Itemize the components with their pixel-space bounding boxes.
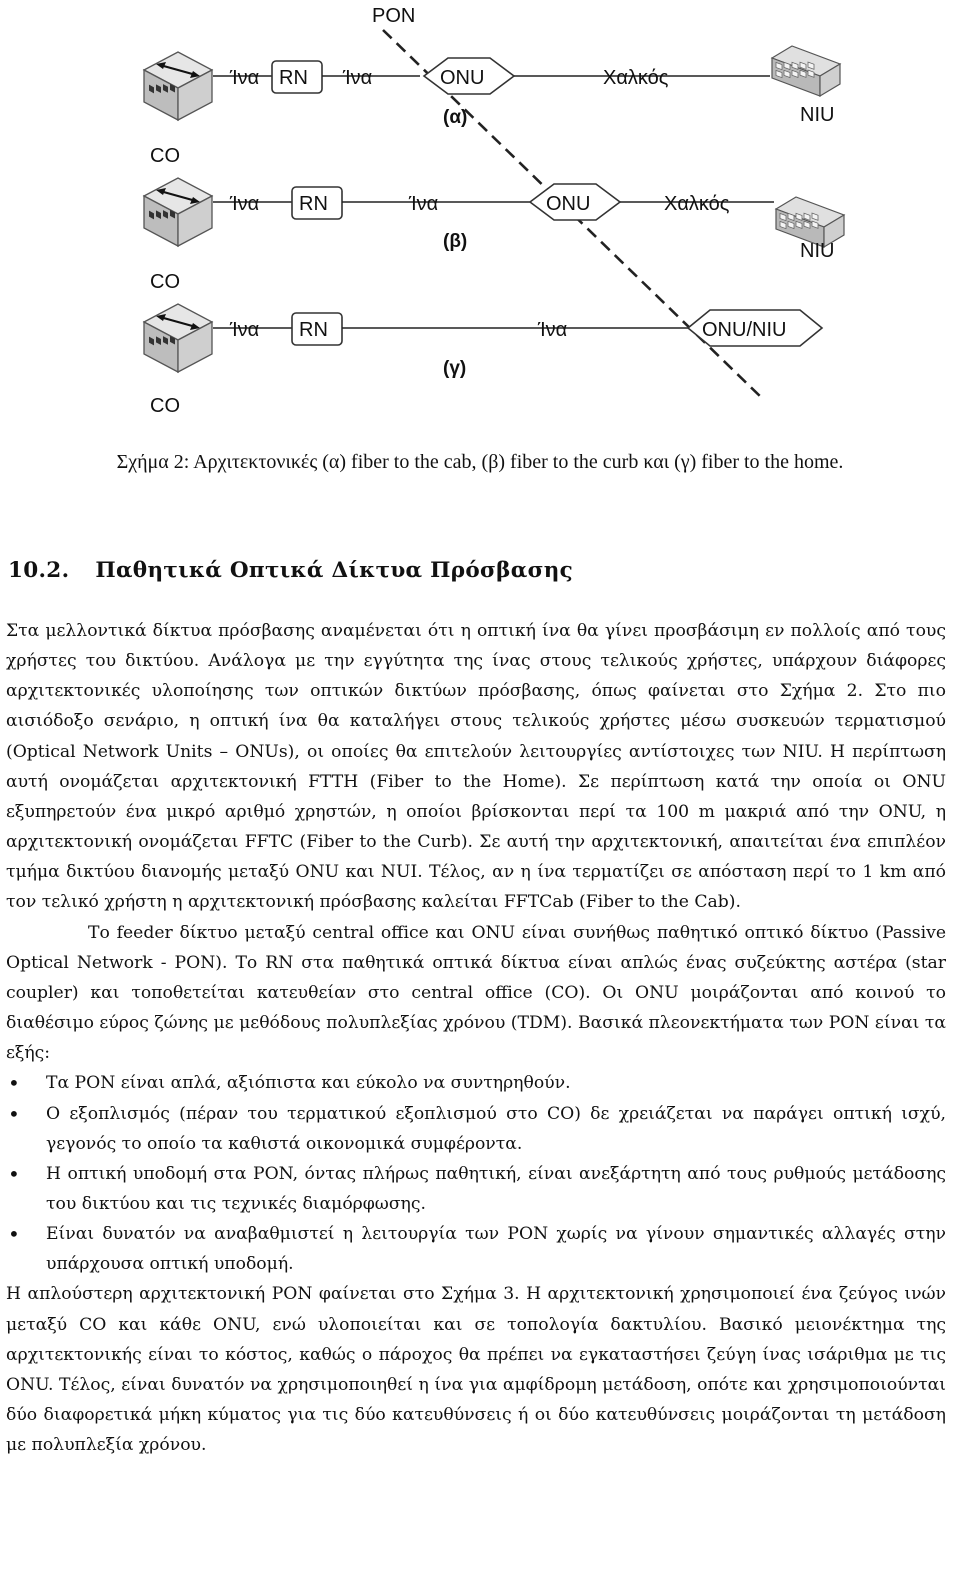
architecture-figure <box>0 0 960 430</box>
paragraph: Το feeder δίκτυο μεταξύ central office και ONU είναι συνήθως παθητικό οπτικό δίκτυο (Passive Optical Network - PON). Το RN στα παθητικά οπτικά δίκτυα είναι απλώς ένας συζεύκτης αστέρα (star coupler) και τοποθετείται κατευθείαν στο central office (CO). Οι ONU μοιράζονται από κοινού το διαθέσιμο εύρος ζώνης με μεθόδους πολυπλεξίας χρόνου (TDM). Βασικά πλεονεκτήματα των PON είναι τα εξής: <box>6 922 946 1064</box>
onu-label: ONU <box>440 67 485 89</box>
rn-label: RN <box>299 319 328 341</box>
list-item: • Τα PON είναι απλά, αξιόπιστα και εύκολο να συντηρηθούν. <box>6 1068 946 1098</box>
niu-label: NIU <box>800 104 835 126</box>
section-title: Παθητικά Οπτικά Δίκτυα Πρόσβασης <box>95 558 574 583</box>
fiber-label: Ίνα <box>538 319 568 341</box>
row-b <box>144 178 844 293</box>
row-c <box>144 304 822 417</box>
rn-label: RN <box>299 193 328 215</box>
copper-label: Χαλκός <box>664 193 730 215</box>
paragraph: Η απλούστερη αρχιτεκτονική PON φαίνεται στο Σχήμα 3. Η αρχιτεκτονική χρησιμοποιεί ένα ζεύγος ινών μεταξύ CO και κάθε ONU, ενώ υλοποιείται και σε τοπολογία δακτυλίου. Βασικό μειονέκτημα της αρχιτεκτονικής είναι το κόστος, καθώς ο πάροχος θα πρέπει να εγκαταστήσει ζεύγη ίνας ισάριθμα με τις ONU. Τέλος, είναι δυνατόν να χρησιμοποιηθεί η ίνα για αμφίδρομη μετάδοση, οπότε και χρησιμοποιούνται δύο διαφορετικά μήκη κύματος για τις δύο κατευθύνσεις ή οι δύο κατευθύνσεις μοιράζονται τη μετάδοση με πολυπλεξία χρόνου. <box>6 1284 946 1456</box>
fiber-label: Ίνα <box>230 193 260 215</box>
fiber-label: Ίνα <box>343 67 373 89</box>
case-label: (γ) <box>443 358 467 379</box>
co-switch-icon <box>144 52 212 120</box>
co-switch-icon <box>144 178 212 246</box>
fiber-label: Ίνα <box>230 67 260 89</box>
section-number: 10.2. <box>8 558 70 583</box>
fiber-label: Ίνα <box>409 193 439 215</box>
fiber-label: Ίνα <box>230 319 260 341</box>
list-item: • Ο εξοπλισμός (πέραν του τερματικού εξοπλισμού στο CO) δε χρειάζεται να παράγει οπτική ισχύ, γεγονός το οποίο τα καθιστά οικονομικά συμφέροντα. <box>6 1099 946 1159</box>
advantages-list <box>6 1068 946 1279</box>
paragraph: Στα μελλοντικά δίκτυα πρόσβασης αναμένεται ότι η οπτική ίνα θα γίνει προσβάσιμη εν πολλοίς από τους χρήστες του δικτύου. Ανάλογα με την εγγύτητα της ίνας στους τελικούς χρήστες, υπάρχουν διάφορες αρχιτεκτονικές υλοποίησης των οπτικών δικτύων πρόσβασης, όπως φαίνεται στο Σχήμα 2. Στο πιο αισιόδοξο σενάριο, η οπτική ίνα θα καταλήγει στους τελικούς χρήστες μέσω συσκευών τερματισμού (Optical Network Units – ONUs), οι οποίες θα επιτελούν λειτουργίες αντίστοιχες των NIU. Η περίπτωση αυτή ονομάζεται αρχιτεκτονική FTTH (Fiber to the Home). Σε περίπτωση κατά την οποία οι ONU εξυπηρετούν ένα μικρό αριθμό χρηστών, η οποίοι βρίσκονται περί τα 100 m μακριά από την ONU, η αρχιτεκτονική ονομάζεται FFTC (Fiber to the Curb). Σε αυτή την αρχιτεκτονική, απαιτείται ένα επιπλέον τμήμα δικτύου διανομής μεταξύ ONU και NUI. Τέλος, αν η ίνα τερματίζει σε απόσταση περί το 1 km από τον τελικό χρήστη η αρχιτεκτονική πρόσβασης καλείται FFTCab (Fiber to the Cab). <box>6 621 946 913</box>
body-text <box>6 616 946 1460</box>
row-a <box>144 46 840 167</box>
case-label: (β) <box>443 231 468 252</box>
copper-label: Χαλκός <box>603 67 669 89</box>
co-label: CO <box>150 271 180 293</box>
co-label: CO <box>150 145 180 167</box>
section-heading <box>8 558 573 583</box>
niu-label: NIU <box>800 240 835 262</box>
co-label: CO <box>150 395 180 417</box>
onu-niu-label: ONU/NIU <box>702 319 787 341</box>
niu-device-icon <box>772 46 840 96</box>
pon-label: PON <box>372 5 416 27</box>
case-label: (α) <box>443 107 468 128</box>
figure-caption: Σχήμα 2: Αρχιτεκτονικές (α) fiber to the cab, (β) fiber to the curb και (γ) fiber to the home. <box>116 451 844 473</box>
rn-label: RN <box>279 67 308 89</box>
onu-label: ONU <box>546 193 591 215</box>
list-item: • Η οπτική υποδομή στα PON, όντας πλήρως παθητική, είναι ανεξάρτητη από τους ρυθμούς μετάδοσης του δικτύου και τις τεχνικές διαμόρφωσης. <box>6 1159 946 1219</box>
co-switch-icon <box>144 304 212 372</box>
list-item: • Είναι δυνατόν να αναβαθμιστεί η λειτουργία των PON χωρίς να γίνουν σημαντικές αλλαγές στην υπάρχουσα οπτική υποδομή. <box>6 1219 946 1279</box>
